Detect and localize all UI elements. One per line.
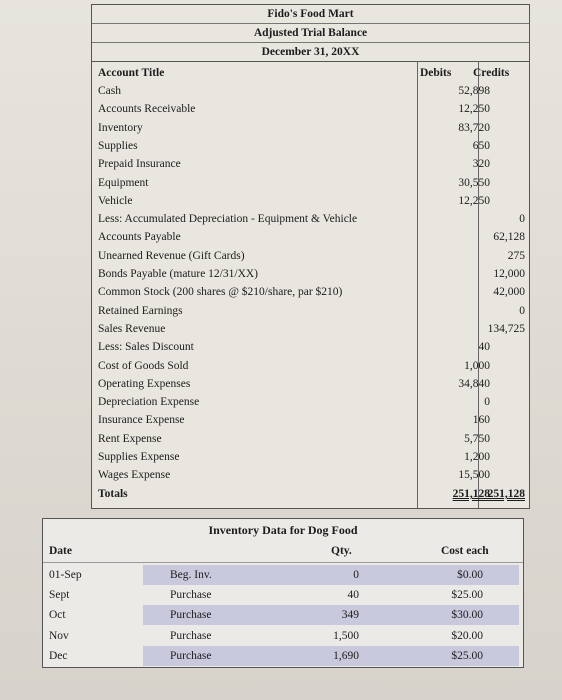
inventory-type: Purchase (170, 609, 212, 622)
table-row (92, 137, 529, 155)
inventory-qty: 349 (341, 609, 359, 622)
debit-value: 160 (472, 414, 490, 427)
debit-value: 320 (472, 158, 490, 171)
inventory-table (42, 518, 524, 668)
debit-value: 12,250 (458, 194, 490, 207)
table-row (92, 448, 529, 466)
account-title: Depreciation Expense (98, 396, 200, 409)
debit-value: 1,200 (464, 451, 490, 463)
account-title: Supplies (98, 139, 138, 152)
account-title: Cash (98, 85, 121, 97)
table-row (92, 357, 529, 375)
inventory-date: Nov (49, 629, 69, 642)
table-row (43, 646, 523, 666)
inventory-qty: 0 (353, 569, 359, 581)
inventory-cost: $20.00 (451, 629, 483, 642)
totals-debit: 251,128 (452, 488, 490, 500)
account-title: Less: Sales Discount (98, 341, 194, 354)
debit-value: 52,898 (458, 85, 490, 97)
table-row (92, 228, 529, 246)
credit-value: 62,128 (493, 231, 525, 244)
debit-value: 1,000 (464, 359, 490, 372)
table-row (92, 466, 529, 484)
account-title: Prepaid Insurance (98, 158, 181, 171)
inventory-title: Inventory Data for Dog Food (208, 523, 358, 537)
debit-value: 15,500 (458, 469, 490, 482)
inventory-date: Dec (49, 649, 68, 662)
account-title: Sales Revenue (98, 322, 166, 335)
account-title: Unearned Revenue (Gift Cards) (98, 249, 245, 262)
debit-value: 650 (472, 139, 490, 152)
debit-value: 0 (484, 396, 490, 409)
inventory-date: Oct (49, 609, 66, 622)
debit-value: 40 (478, 341, 490, 354)
inventory-qty: 40 (347, 589, 359, 602)
table-row (92, 265, 529, 283)
account-title: Retained Earnings (98, 304, 183, 317)
date-header: Date (49, 545, 72, 557)
company-name: Fido's Food Mart (267, 8, 354, 20)
report-date: December 31, 20XX (261, 46, 360, 58)
totals-label: Totals (98, 488, 128, 500)
table-row (92, 247, 529, 265)
account-title: Accounts Payable (98, 231, 181, 244)
report-title: Adjusted Trial Balance (92, 23, 529, 43)
inventory-type: Purchase (170, 649, 212, 662)
credit-value: 275 (507, 249, 525, 262)
account-title: Bonds Payable (mature 12/31/XX) (98, 268, 259, 280)
inventory-date: Sept (49, 589, 70, 602)
inventory-header-divider (43, 562, 523, 563)
credit-value: 0 (519, 213, 525, 226)
table-row (92, 174, 529, 192)
inventory-cost: $25.00 (451, 589, 483, 602)
account-title: Accounts Receivable (98, 103, 196, 116)
table-row (43, 626, 523, 646)
table-row (92, 192, 529, 210)
account-title: Vehicle (98, 194, 133, 207)
inventory-type: Purchase (170, 629, 212, 642)
cost-header: Cost each (441, 545, 489, 557)
table-row (92, 283, 529, 301)
credit-value: 12,000 (493, 268, 525, 280)
table-row (92, 430, 529, 448)
table-row (92, 411, 529, 429)
inventory-cost: $30.00 (451, 609, 483, 622)
account-title: Supplies Expense (98, 451, 180, 463)
account-title: Inventory (98, 121, 143, 134)
credit-value: 134,725 (487, 322, 525, 335)
inventory-type: Beg. Inv. (170, 569, 212, 581)
table-row (92, 338, 529, 356)
inventory-qty: 1,500 (333, 629, 359, 642)
account-title: Rent Expense (98, 432, 162, 445)
account-title: Wages Expense (98, 469, 171, 482)
account-title: Less: Accumulated Depreciation - Equipment & Vehicle (98, 213, 358, 226)
table-row (92, 100, 529, 118)
credit-value: 0 (519, 304, 525, 317)
account-title: Cost of Goods Sold (98, 359, 189, 372)
debit-value: 34,840 (458, 377, 490, 390)
table-row (92, 320, 529, 338)
account-title: Equipment (98, 176, 149, 189)
table-row (92, 210, 529, 228)
account-title: Insurance Expense (98, 414, 185, 427)
table-row (92, 302, 529, 320)
inventory-cost: $0.00 (457, 569, 483, 581)
trial-balance-table (91, 4, 530, 509)
credit-value: 42,000 (493, 286, 525, 299)
totals-credit: 251,128 (487, 488, 525, 500)
trial-balance-header (92, 5, 529, 62)
inventory-qty: 1,690 (333, 649, 359, 662)
qty-header: Qty. (331, 545, 352, 557)
inventory-date: 01-Sep (49, 569, 82, 581)
account-title-header: Account Title (98, 67, 165, 79)
debit-value: 12,250 (458, 103, 490, 116)
account-title: Common Stock (200 shares @ $210/share, par $210) (98, 286, 343, 299)
table-row (92, 82, 529, 100)
table-row (43, 585, 523, 605)
table-row (92, 155, 529, 173)
table-row (92, 119, 529, 137)
debit-value: 30,550 (458, 176, 490, 189)
account-title: Operating Expenses (98, 377, 191, 390)
debits-header: Debits (420, 67, 452, 79)
totals-row (92, 485, 529, 503)
table-row (43, 565, 523, 585)
inventory-type: Purchase (170, 589, 212, 602)
credits-header: Credits (473, 67, 510, 79)
inventory-cost: $25.00 (451, 649, 483, 662)
table-row (43, 605, 523, 625)
table-row (92, 375, 529, 393)
debit-value: 83,720 (458, 121, 490, 134)
debit-value: 5,750 (464, 432, 490, 445)
table-row (92, 393, 529, 411)
